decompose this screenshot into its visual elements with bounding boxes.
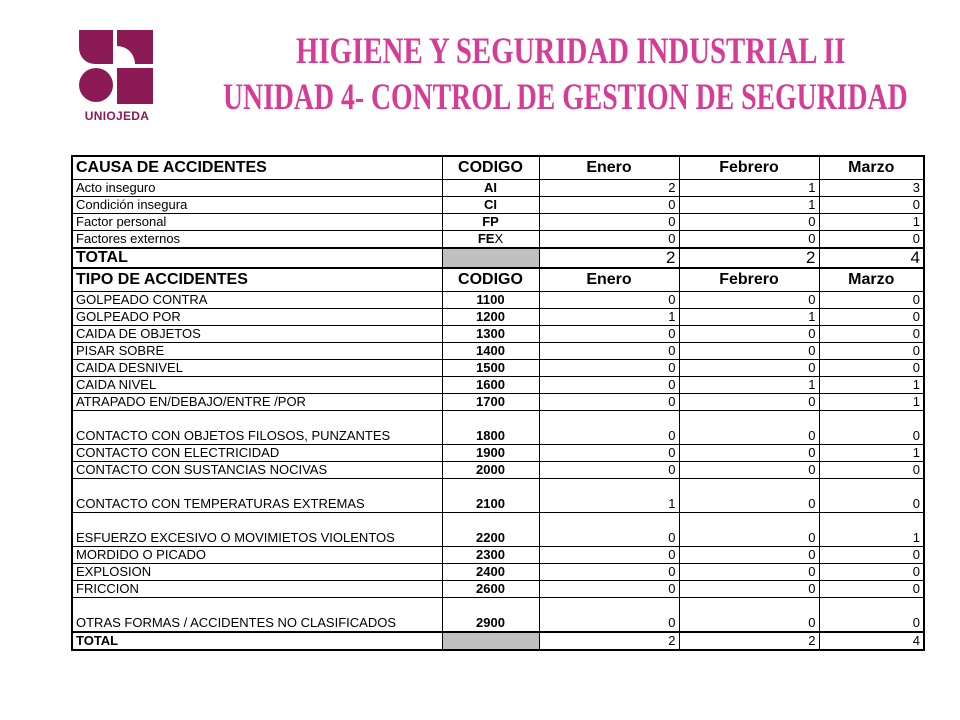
causes-header-row bbox=[72, 156, 924, 180]
type-febrero: 0 bbox=[679, 547, 819, 564]
type-code: 2000 bbox=[442, 462, 539, 479]
type-marzo: 0 bbox=[819, 309, 924, 326]
type-code: 1900 bbox=[442, 445, 539, 462]
type-label: CAIDA NIVEL bbox=[72, 377, 442, 394]
type-febrero: 0 bbox=[679, 462, 819, 479]
cause-marzo: 0 bbox=[819, 231, 924, 249]
type-row bbox=[72, 394, 924, 411]
type-label: FRICCION bbox=[72, 581, 442, 598]
type-enero: 0 bbox=[539, 292, 679, 309]
type-marzo: 1 bbox=[819, 445, 924, 462]
cause-row bbox=[72, 180, 924, 197]
type-row bbox=[72, 445, 924, 462]
type-label: ATRAPADO EN/DEBAJO/ENTRE /POR bbox=[72, 394, 442, 411]
types-header-febrero: Febrero bbox=[679, 268, 819, 292]
type-label: ESFUERZO EXCESIVO O MOVIMIETOS VIOLENTOS bbox=[72, 513, 442, 547]
type-febrero: 0 bbox=[679, 411, 819, 445]
type-febrero: 0 bbox=[679, 564, 819, 581]
type-febrero: 1 bbox=[679, 377, 819, 394]
type-enero: 0 bbox=[539, 411, 679, 445]
logo-block-top-right bbox=[117, 30, 153, 64]
types-header-enero: Enero bbox=[539, 268, 679, 292]
type-marzo: 0 bbox=[819, 292, 924, 309]
cause-label: Factor personal bbox=[72, 214, 442, 231]
type-label: CONTACTO CON OBJETOS FILOSOS, PUNZANTES bbox=[72, 411, 442, 445]
type-label: GOLPEADO CONTRA bbox=[72, 292, 442, 309]
type-marzo: 1 bbox=[819, 377, 924, 394]
type-febrero: 0 bbox=[679, 598, 819, 633]
cause-marzo: 1 bbox=[819, 214, 924, 231]
type-enero: 0 bbox=[539, 564, 679, 581]
uniojeda-logo bbox=[77, 28, 157, 123]
causes-total-marzo: 4 bbox=[819, 248, 924, 268]
type-marzo: 0 bbox=[819, 411, 924, 445]
types-header-marzo: Marzo bbox=[819, 268, 924, 292]
types-total-febrero: 2 bbox=[679, 632, 819, 650]
type-row bbox=[72, 547, 924, 564]
type-row bbox=[72, 343, 924, 360]
type-marzo: 1 bbox=[819, 513, 924, 547]
type-enero: 1 bbox=[539, 479, 679, 513]
cause-marzo: 3 bbox=[819, 180, 924, 197]
type-label: CONTACTO CON SUSTANCIAS NOCIVAS bbox=[72, 462, 442, 479]
type-marzo: 0 bbox=[819, 547, 924, 564]
cause-enero: 0 bbox=[539, 214, 679, 231]
causes-header-label: CAUSA DE ACCIDENTES bbox=[72, 156, 442, 180]
type-label: GOLPEADO POR bbox=[72, 309, 442, 326]
cause-label: Factores externos bbox=[72, 231, 442, 249]
logo-block-top-left bbox=[79, 30, 113, 64]
type-code: 1600 bbox=[442, 377, 539, 394]
type-code: 2600 bbox=[442, 581, 539, 598]
type-code: 1300 bbox=[442, 326, 539, 343]
type-code: 1700 bbox=[442, 394, 539, 411]
cause-row bbox=[72, 197, 924, 214]
uniojeda-logo-mark bbox=[77, 28, 157, 108]
cause-row bbox=[72, 214, 924, 231]
type-row bbox=[72, 309, 924, 326]
type-febrero: 0 bbox=[679, 581, 819, 598]
cause-enero: 2 bbox=[539, 180, 679, 197]
cause-code: FP bbox=[442, 214, 539, 231]
type-row bbox=[72, 377, 924, 394]
cause-marzo: 0 bbox=[819, 197, 924, 214]
type-marzo: 1 bbox=[819, 394, 924, 411]
cause-label: Condición insegura bbox=[72, 197, 442, 214]
type-febrero: 0 bbox=[679, 343, 819, 360]
causes-total-label: TOTAL bbox=[72, 248, 442, 268]
causes-total-code-blank bbox=[442, 248, 539, 268]
type-marzo: 0 bbox=[819, 564, 924, 581]
cause-febrero: 1 bbox=[679, 197, 819, 214]
types-total-code-blank bbox=[442, 632, 539, 650]
type-febrero: 0 bbox=[679, 292, 819, 309]
cause-code-main: FE bbox=[477, 231, 495, 246]
type-label: MORDIDO O PICADO bbox=[72, 547, 442, 564]
type-marzo: 0 bbox=[819, 343, 924, 360]
accident-spreadsheet bbox=[71, 155, 923, 651]
type-code: 1500 bbox=[442, 360, 539, 377]
cause-code: CI bbox=[442, 197, 539, 214]
types-header-code: CODIGO bbox=[442, 268, 539, 292]
course-title: HIGIENE Y SEGURIDAD INDUSTRIAL II bbox=[296, 31, 846, 72]
type-row bbox=[72, 360, 924, 377]
type-row bbox=[72, 598, 924, 633]
type-enero: 0 bbox=[539, 513, 679, 547]
causes-total-febrero: 2 bbox=[679, 248, 819, 268]
type-code: 2300 bbox=[442, 547, 539, 564]
type-label: CAIDA DESNIVEL bbox=[72, 360, 442, 377]
type-marzo: 0 bbox=[819, 462, 924, 479]
causes-total-enero: 2 bbox=[539, 248, 679, 268]
type-febrero: 0 bbox=[679, 394, 819, 411]
type-enero: 0 bbox=[539, 581, 679, 598]
type-code: 2200 bbox=[442, 513, 539, 547]
cause-febrero: 0 bbox=[679, 214, 819, 231]
causes-header-febrero: Febrero bbox=[679, 156, 819, 180]
logo-wordmark: UNIOJEDA bbox=[84, 109, 150, 123]
type-row bbox=[72, 462, 924, 479]
types-total-row bbox=[72, 632, 924, 650]
type-row bbox=[72, 411, 924, 445]
type-row bbox=[72, 292, 924, 309]
types-header-row bbox=[72, 268, 924, 292]
type-marzo: 0 bbox=[819, 326, 924, 343]
types-total-marzo: 4 bbox=[819, 632, 924, 650]
type-code: 1200 bbox=[442, 309, 539, 326]
type-enero: 0 bbox=[539, 326, 679, 343]
cause-code: AI bbox=[442, 180, 539, 197]
cause-enero: 0 bbox=[539, 231, 679, 249]
cause-code-suffix: X bbox=[494, 231, 504, 246]
logo-circle bbox=[79, 68, 113, 102]
type-enero: 0 bbox=[539, 598, 679, 633]
causes-header-marzo: Marzo bbox=[819, 156, 924, 180]
type-label: EXPLOSION bbox=[72, 564, 442, 581]
type-row bbox=[72, 581, 924, 598]
type-enero: 0 bbox=[539, 360, 679, 377]
logo-block-bottom-right bbox=[117, 68, 153, 104]
type-code: 1400 bbox=[442, 343, 539, 360]
type-row bbox=[72, 326, 924, 343]
types-total-enero: 2 bbox=[539, 632, 679, 650]
type-enero: 1 bbox=[539, 309, 679, 326]
causes-section bbox=[72, 156, 924, 268]
accidents-table bbox=[71, 155, 925, 651]
cause-label: Acto inseguro bbox=[72, 180, 442, 197]
type-febrero: 0 bbox=[679, 445, 819, 462]
causes-header-enero: Enero bbox=[539, 156, 679, 180]
type-marzo: 0 bbox=[819, 479, 924, 513]
cause-row bbox=[72, 231, 924, 249]
type-label: CONTACTO CON TEMPERATURAS EXTREMAS bbox=[72, 479, 442, 513]
types-total-label: TOTAL bbox=[72, 632, 442, 650]
type-label: CAIDA DE OBJETOS bbox=[72, 326, 442, 343]
type-febrero: 0 bbox=[679, 360, 819, 377]
type-code: 2900 bbox=[442, 598, 539, 633]
type-code: 2100 bbox=[442, 479, 539, 513]
type-enero: 0 bbox=[539, 377, 679, 394]
types-section bbox=[72, 268, 924, 650]
causes-total-row bbox=[72, 248, 924, 268]
type-label: PISAR SOBRE bbox=[72, 343, 442, 360]
type-marzo: 0 bbox=[819, 598, 924, 633]
cause-febrero: 1 bbox=[679, 180, 819, 197]
causes-header-code: CODIGO bbox=[442, 156, 539, 180]
type-code: 2400 bbox=[442, 564, 539, 581]
type-marzo: 0 bbox=[819, 581, 924, 598]
unit-title: UNIDAD 4- CONTROL DE GESTION DE SEGURIDAD bbox=[223, 77, 908, 118]
type-enero: 0 bbox=[539, 445, 679, 462]
type-enero: 0 bbox=[539, 394, 679, 411]
type-label: OTRAS FORMAS / ACCIDENTES NO CLASIFICADOS bbox=[72, 598, 442, 633]
type-febrero: 1 bbox=[679, 309, 819, 326]
type-label: CONTACTO CON ELECTRICIDAD bbox=[72, 445, 442, 462]
type-febrero: 0 bbox=[679, 479, 819, 513]
type-marzo: 0 bbox=[819, 360, 924, 377]
type-code: 1800 bbox=[442, 411, 539, 445]
type-row bbox=[72, 564, 924, 581]
type-enero: 0 bbox=[539, 462, 679, 479]
type-row bbox=[72, 479, 924, 513]
type-enero: 0 bbox=[539, 547, 679, 564]
type-row bbox=[72, 513, 924, 547]
cause-febrero: 0 bbox=[679, 231, 819, 249]
type-enero: 0 bbox=[539, 343, 679, 360]
types-header-label: TIPO DE ACCIDENTES bbox=[72, 268, 442, 292]
type-febrero: 0 bbox=[679, 513, 819, 547]
type-febrero: 0 bbox=[679, 326, 819, 343]
cause-enero: 0 bbox=[539, 197, 679, 214]
type-code: 1100 bbox=[442, 292, 539, 309]
cause-code bbox=[442, 231, 539, 249]
